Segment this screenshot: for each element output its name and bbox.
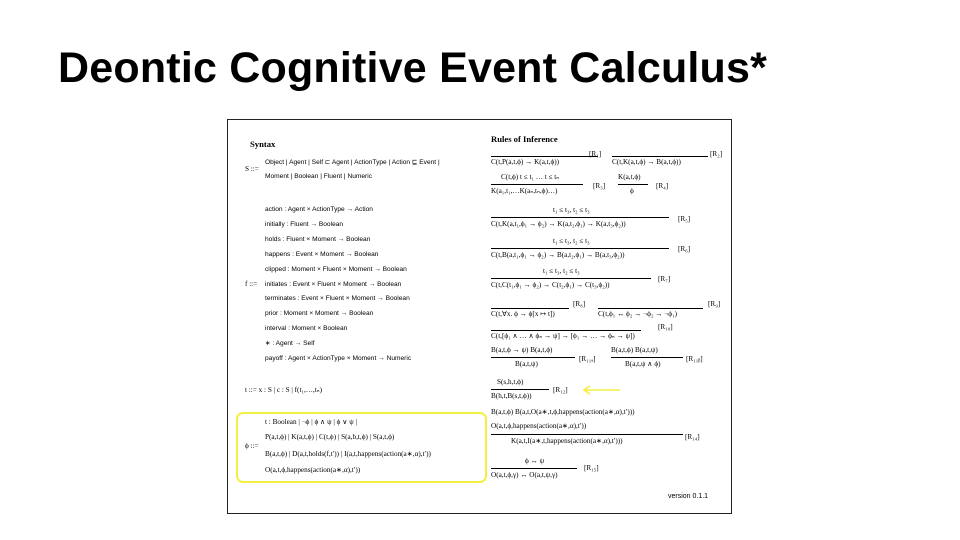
rule-r11a-label: [R₁₁ₐ] xyxy=(579,355,596,363)
rule-r4-label: [R₄] xyxy=(656,182,669,190)
formula-line: t : Boolean | ¬ϕ | ϕ ∧ ψ | ϕ ∨ ψ | xyxy=(265,418,357,426)
function-signature: clipped : Moment × Fluent × Moment → Boolean xyxy=(265,266,407,273)
formula-line: O(a,t,ϕ,happens(action(a∗,α),t′)) xyxy=(265,466,361,474)
rule-r14-label: [R₁₄] xyxy=(685,433,700,441)
rule-r7-label: [R₇] xyxy=(658,275,671,283)
rule-r2-label: [R₂] xyxy=(710,150,723,158)
formula-line: B(a,t,ϕ) | D(a,t,holds(f,t′)) | I(a,t,happens(action(a∗,α),t′)) xyxy=(265,450,431,458)
rule-r8-label: [R₈] xyxy=(573,300,586,308)
rule-r10-label: [R₁₀] xyxy=(658,323,673,331)
rule-r9-label: [R₉] xyxy=(708,300,721,308)
function-signature: initially : Fluent → Boolean xyxy=(265,221,344,228)
rule-r5-label: [R₅] xyxy=(678,215,691,223)
rule-r12-label: [R₁₂] xyxy=(553,386,568,394)
highlight-arrow-icon xyxy=(580,385,620,395)
sort-line-1: Object | Agent | Self ⊏ Agent | ActionType | Action ⊑ Event | xyxy=(265,159,440,166)
version-label: version 0.1.1 xyxy=(668,493,709,500)
function-signature: payoff : Agent × ActionType × Moment → Numeric xyxy=(265,355,412,362)
function-rule-label: f ::= xyxy=(245,280,258,288)
term-rule: t ::= x : S | c : S | f(t₁,…,tₙ) xyxy=(245,386,322,394)
formula-rule-label: ϕ ::= xyxy=(245,442,259,450)
syntax-heading: Syntax xyxy=(250,139,276,149)
function-signature: happens : Event × Moment → Boolean xyxy=(265,251,379,258)
sort-line-2: Moment | Boolean | Fluent | Numeric xyxy=(265,173,373,180)
rule-r11b-label: [R₁₁ᵦ] xyxy=(686,355,703,363)
function-signature: ∗ : Agent → Self xyxy=(265,340,315,347)
function-signature: terminates : Event × Fluent × Moment → Boolean xyxy=(265,295,410,302)
rule-r15-label: [R₁₅] xyxy=(584,464,599,472)
function-signature: initiates : Event × Fluent × Moment → Boolean xyxy=(265,281,402,288)
function-signature: action : Agent × ActionType → Action xyxy=(265,206,373,213)
rules-heading: Rules of Inference xyxy=(491,134,558,144)
rule-r1-label: [R₁] xyxy=(589,150,602,158)
slide-title: Deontic Cognitive Event Calculus* xyxy=(58,44,768,92)
formula-line: P(a,t,ϕ) | K(a,t,ϕ) | C(t,ϕ) | S(a,b,t,ϕ) | S(a,t,ϕ) xyxy=(265,433,395,441)
function-signature: interval : Moment × Boolean xyxy=(265,325,348,332)
dcec-specification-figure: Syntax S ::= Object | Agent | Self ⊏ Agent | ActionType | Action ⊑ Event | Moment | Boolean | Fluent | Numeric f ::= action : Agent × ActionType → Action initially : Fluent → Boolean holds : Fluent × Moment → Boolean happens : Event × Moment → Boolean clipped : Moment × Fluent × Moment → Boolean initiates : Event × Fluent × Moment → Boolean terminates : Event × Fluent × Moment → Boolean prior : Moment × Moment → Boolean interval : Moment × Boolean ∗ : Agent → Self payoff : Agent × ActionType × Moment → Numeric t ::= x : S | c : S | f(t₁,…,tₙ) ϕ ::= t : Boolean | ¬ϕ | ϕ ∧ ψ | ϕ ∨ ψ | P(a,t,ϕ) | K(a,t,ϕ) | C(t,ϕ) | S(a,b,t,ϕ) | S(a,t,ϕ) B(a,t,ϕ) | D(a,t,holds(f,t′)) | I(a,t,happens(action(a∗,α),t′)) O(a,t,ϕ,happens(action(a∗,α),t′)) Rules of Inference C(t,P(a,t,ϕ) → K(a,t,ϕ)) [R₁] C(t,K(a,t,ϕ) → B(a,t,ϕ)) [R₂] C(t,ϕ) t ≤ t₁ … t ≤ tₙ K(a₁,t₁,…K(aₙ,tₙ,ϕ)…) [R₃] K(a,t,ϕ) ϕ [R₄] t₁ ≤ t₃, t₂ ≤ t₃ C(t,K(a,t₁,ϕ₁ → ϕ₂) → K(a,t₂,ϕ₁) → K(a,t₃,ϕ₂)) [R₅] t₁ ≤ t₃, t₂ ≤ t₃ C(t,B(a,t₁,ϕ₁ → ϕ₂) → B(a,t₂,ϕ₁) → B(a,t₃,ϕ₂)) [R₆] t₁ ≤ t₃, t₂ ≤ t₃ C(t,C(t₁,ϕ₁ → ϕ₂) → C(t₂,ϕ₁) → C(t₃,ϕ₂)) [R₇] C(t,∀x. ϕ → ϕ[x ↦ t]) [R₈] C(t,ϕ₁ ↔ ϕ₂ → ¬ϕ₂ → ¬ϕ₁) [R₉] C(t,[ϕ₁ ∧ … ∧ ϕₙ → ψ] → [ϕ₁ → … → ϕₙ → ψ]) [R₁₀] B(a,t,ϕ → ψ) B(a,t,ϕ) B(a,t,ψ) [R₁₁ₐ] B(a,t,ϕ) B(a,t,ψ) B(a,t,ψ ∧ ϕ) [R₁₁ᵦ] S(s,h,t,ϕ) B(h,t,B(s,t,ϕ)) [R₁₂] B(a,t,ϕ) B(a,t,O(a∗,t,ϕ,happens(action(a∗,α),t′))) O(a,t,ϕ,happens(action(a∗,α),t′)) K(a,t,I(a∗,t,happens(action(a∗,α),t′))) [R₁₄] ϕ ↔ ψ O(a,t,ϕ,γ) ↔ O(a,t,ψ,γ) [R₁₅] version 0.1.1 xyxy=(227,119,732,514)
sort-rule-label: S ::= xyxy=(245,165,259,173)
rule-r3-label: [R₃] xyxy=(593,182,606,190)
function-signature: prior : Moment × Moment → Boolean xyxy=(265,310,374,317)
rule-r6-label: [R₆] xyxy=(678,245,691,253)
function-signature: holds : Fluent × Moment → Boolean xyxy=(265,236,371,243)
